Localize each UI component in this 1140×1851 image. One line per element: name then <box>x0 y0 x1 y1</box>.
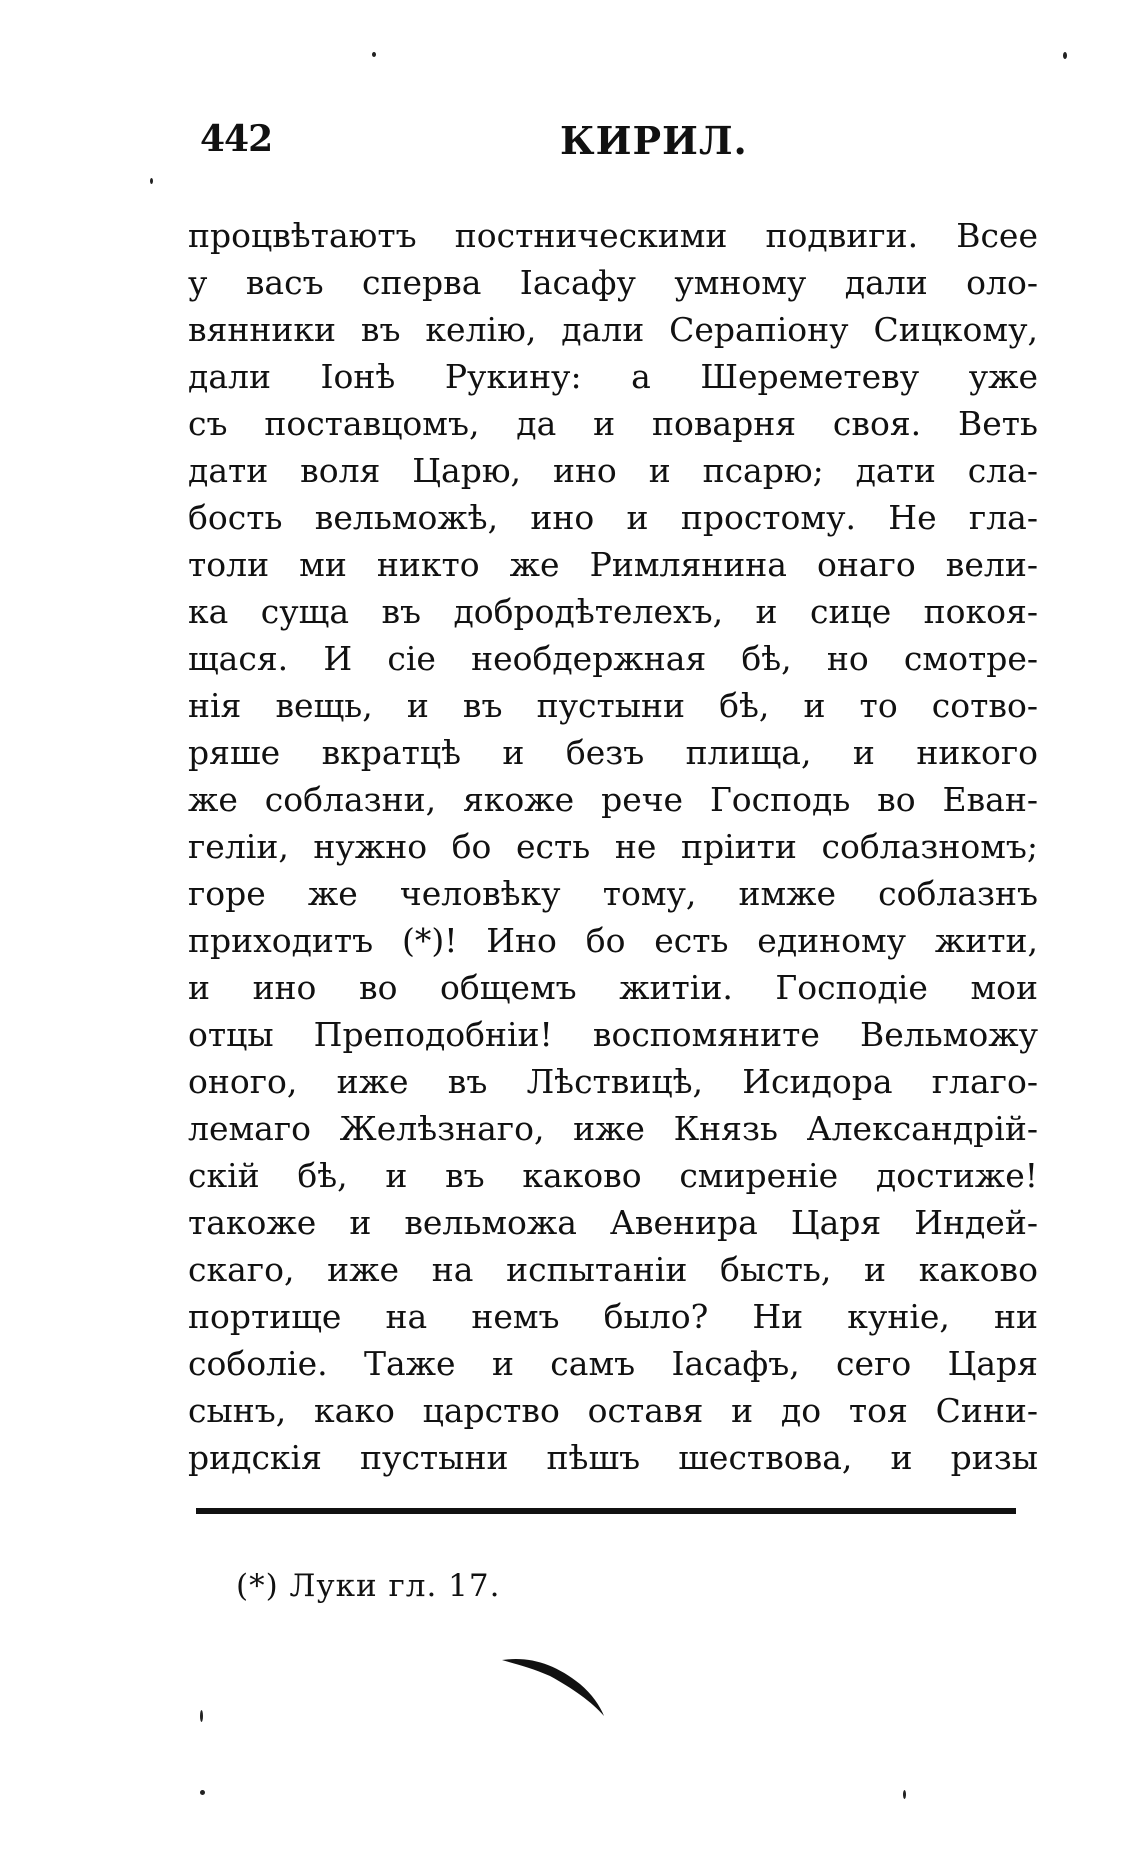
text-line: ряше вкратцѣ и безъ плища, и никого <box>188 733 1038 772</box>
text-line: дали Іонѣ Рукину: а Шереметеву уже <box>188 357 1038 396</box>
text-line: оного, иже въ Лѣствицѣ, Исидора глаго- <box>188 1062 1038 1101</box>
text-line: нія вещь, и въ пустыни бѣ, и то сотво- <box>188 686 1038 725</box>
text-line: ка суща въ добродѣтелехъ, и сице покоя- <box>188 592 1038 631</box>
ink-flourish <box>500 1650 610 1720</box>
text-line: портище на немъ было? Ни куніе, ни <box>188 1297 1038 1336</box>
text-line: процвѣтаютъ постническими подвиги. Всее <box>188 216 1038 255</box>
text-line: отцы Преподобніи! воспомяните Вельможу <box>188 1015 1038 1054</box>
ink-speck <box>200 1710 203 1722</box>
text-line: соболіе. Таже и самъ Іасафъ, сего Царя <box>188 1344 1038 1383</box>
text-line: и ино во общемъ житіи. Господіе мои <box>188 968 1038 1007</box>
text-line: толи ми никто же Римлянина онаго вели- <box>188 545 1038 584</box>
ink-speck <box>372 52 376 57</box>
text-line: у васъ сперва Іасафу умному дали оло- <box>188 263 1038 302</box>
body-text <box>188 212 1038 1481</box>
text-line: ридскія пустыни пѣшъ шествова, и ризы <box>188 1438 1038 1477</box>
footnote-rule <box>196 1508 1016 1514</box>
text-line: вянники въ келію, дали Серапіону Сицкому, <box>188 310 1038 349</box>
page-number: 442 <box>200 118 273 160</box>
text-line: щася. И сіе необдержная бѣ, но смотре- <box>188 639 1038 678</box>
ink-speck <box>150 178 153 184</box>
text-line: скій бѣ, и въ каково смиреніе достиже! <box>188 1156 1038 1195</box>
ink-speck <box>903 1790 906 1799</box>
ink-speck <box>1063 52 1067 59</box>
text-line: же соблазни, якоже рече Господь во Еван- <box>188 780 1038 819</box>
text-line: геліи, нужно бо есть не пріити соблазномъ; <box>188 827 1038 866</box>
text-line: лемаго Желѣзнаго, иже Князь Александрій- <box>188 1109 1038 1148</box>
text-line: скаго, иже на испытаніи бысть, и каково <box>188 1250 1038 1289</box>
text-line: горе же человѣку тому, имже соблазнъ <box>188 874 1038 913</box>
text-line: сынъ, како царство оставя и до тоя Сини- <box>188 1391 1038 1430</box>
ink-speck <box>200 1790 205 1795</box>
text-line: бость вельможѣ, ино и простому. Не гла- <box>188 498 1038 537</box>
running-head: КИРИЛ. <box>560 118 748 163</box>
text-line: такоже и вельможа Авенира Царя Индей- <box>188 1203 1038 1242</box>
text-line: съ поставцомъ, да и поварня своя. Веть <box>188 404 1038 443</box>
footnote: (*) Луки гл. 17. <box>236 1568 501 1604</box>
text-line: дати воля Царю, ино и псарю; дати сла- <box>188 451 1038 490</box>
text-line: приходитъ (*)! Ино бо есть единому жити, <box>188 921 1038 960</box>
